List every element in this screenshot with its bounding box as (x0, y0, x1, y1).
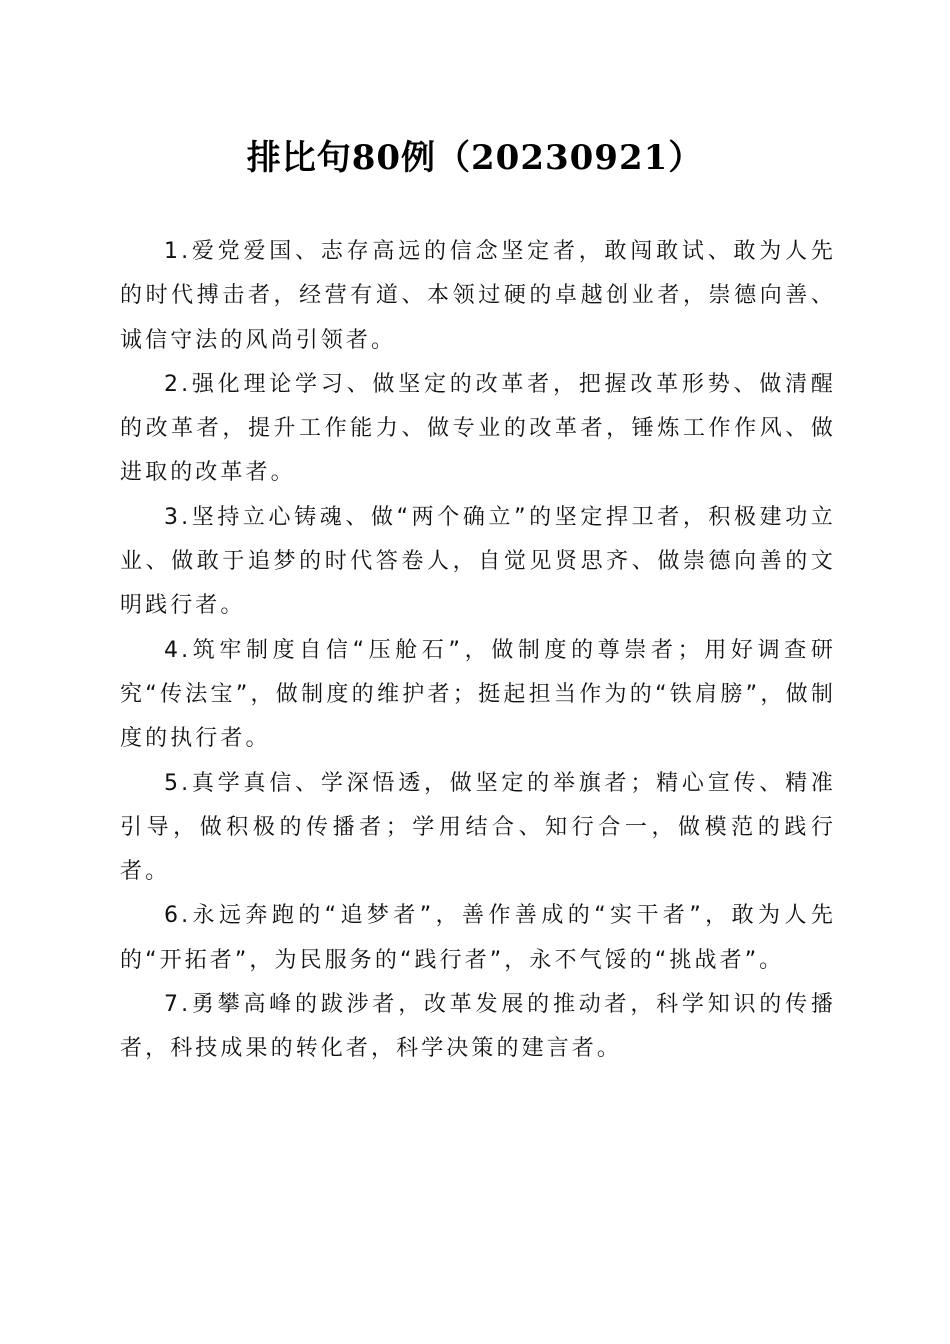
document-title: 排比句80例（20230921） (246, 138, 704, 178)
paragraph-7: 7.勇攀高峰的跋涉者，改革发展的推动者，科学知识的传播者，科技成果的转化者，科学决策的建言者。 (120, 992, 836, 1062)
paragraph-2: 2.强化理论学习、做坚定的改革者，把握改革形势、做清醒的改革者，提升工作能力、做专业的改革者，锤炼工作作风、做进取的改革者。 (120, 371, 836, 486)
paragraph-4: 4.筑牢制度自信“压舱石”，做制度的尊崇者；用好调查研究“传法宝”，做制度的维护者；挺起担当作为的“铁肩膀”，做制度的执行者。 (120, 637, 836, 752)
document-body (120, 230, 836, 1072)
paragraph-5: 5.真学真信、学深悟透，做坚定的举旗者；精心宣传、精准引导，做积极的传播者；学用结合、知行合一，做模范的践行者。 (120, 770, 836, 885)
paragraph-6: 6.永远奔跑的“追梦者”，善作善成的“实干者”，敢为人先的“开拓者”，为民服务的“践行者”，永不气馁的“挑战者”。 (120, 903, 836, 973)
paragraph-3: 3.坚持立心铸魂、做“两个确立”的坚定捍卫者，积极建功立业、做敢于追梦的时代答卷人，自觉见贤思齐、做崇德向善的文明践行者。 (120, 504, 836, 619)
paragraph-1: 1.爱党爱国、志存高远的信念坚定者，敢闯敢试、敢为人先的时代搏击者，经营有道、本领过硬的卓越创业者，崇德向善、诚信守法的风尚引领者。 (120, 239, 836, 353)
